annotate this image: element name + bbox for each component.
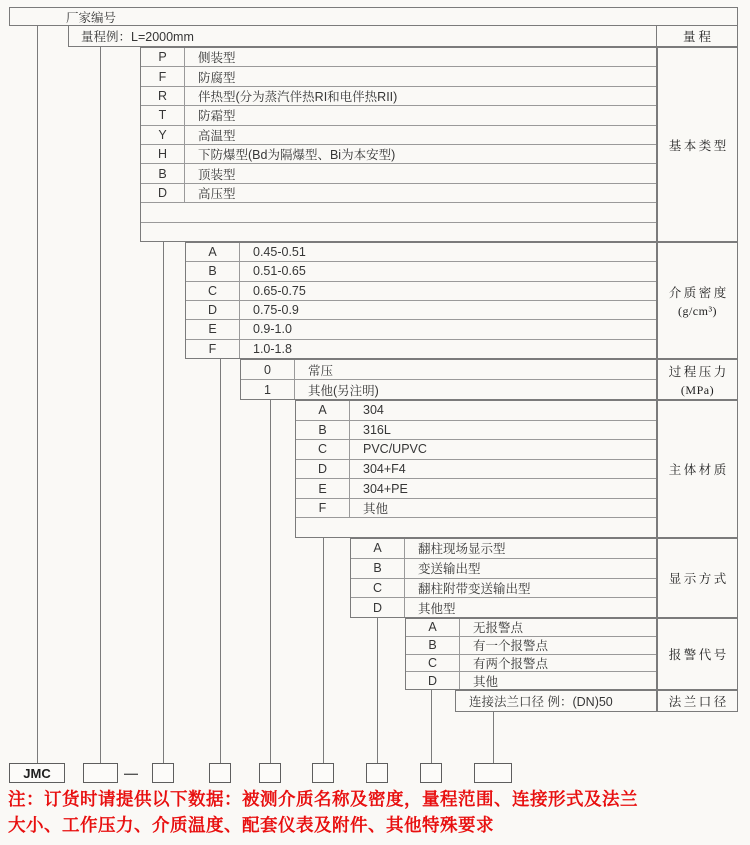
flange-label: 法兰口径	[668, 695, 729, 709]
label-body-material	[657, 400, 738, 538]
desc-cell: 有两个报警点	[473, 656, 549, 671]
connector-line-display	[377, 618, 378, 763]
desc-cell: 304+F4	[363, 462, 406, 477]
code-cell: B	[296, 421, 350, 440]
basic-row-empty	[141, 223, 656, 241]
desc-cell: 顶装型	[198, 167, 236, 182]
code-cell: 0	[241, 360, 295, 379]
desc-cell: 1.0-1.8	[253, 341, 292, 356]
label-medium-density	[657, 242, 738, 359]
material-row	[296, 421, 656, 441]
material-row	[296, 460, 656, 480]
material-row	[296, 479, 656, 499]
code-cell: A	[406, 619, 460, 636]
process-pressure-table	[240, 359, 657, 400]
desc-cell: 防霜型	[198, 109, 236, 124]
desc-cell: PVC/UPVC	[363, 442, 427, 457]
alarm-code-table	[405, 618, 657, 690]
display-row	[351, 598, 656, 617]
desc-cell: 0.9-1.0	[253, 322, 292, 337]
desc-cell: 0.75-0.9	[253, 303, 299, 318]
pressure-row	[241, 380, 656, 399]
connector-line-density	[220, 359, 221, 763]
model-code-box-flange	[474, 763, 512, 783]
density-row	[186, 282, 656, 301]
code-cell: D	[351, 598, 405, 617]
code-cell: T	[141, 106, 185, 124]
material-row	[296, 401, 656, 421]
alarm-row	[406, 619, 656, 637]
alarm-row	[406, 637, 656, 655]
code-cell: A	[296, 401, 350, 420]
code-cell: C	[296, 440, 350, 459]
code-cell: D	[296, 460, 350, 479]
code-cell: D	[186, 301, 240, 319]
display-row	[351, 539, 656, 559]
material-row	[296, 499, 656, 519]
basic-row	[141, 164, 656, 183]
model-prefix-box	[9, 763, 65, 783]
code-cell: C	[406, 655, 460, 672]
desc-cell: 伴热型(分为蒸汽伴热RI和电伴热RII)	[198, 90, 398, 105]
desc-cell: 316L	[363, 422, 391, 437]
code-cell: F	[141, 67, 185, 85]
desc-cell: 其他	[473, 674, 499, 689]
connector-line-basic	[163, 242, 164, 763]
model-code-box-pressure	[259, 763, 281, 783]
label-basic-type	[657, 47, 738, 242]
basic-row	[141, 126, 656, 145]
model-code-box-material	[312, 763, 334, 783]
code-cell: P	[141, 48, 185, 66]
model-code-box-basic	[152, 763, 174, 783]
order-note	[8, 786, 748, 838]
material-label: 主体材质	[668, 463, 729, 477]
desc-cell	[296, 518, 656, 537]
density-row	[186, 320, 656, 339]
code-cell: B	[406, 637, 460, 654]
code-cell: C	[186, 282, 240, 300]
basic-row	[141, 106, 656, 125]
basic-row	[141, 184, 656, 203]
code-cell: D	[406, 672, 460, 689]
basic-row-empty	[141, 203, 656, 222]
desc-cell: 防腐型	[198, 70, 236, 85]
basic-row	[141, 67, 656, 86]
desc-cell	[141, 223, 656, 241]
model-code-box-density	[209, 763, 231, 783]
body-material-table	[295, 400, 657, 538]
desc-cell: 翻柱附带变送输出型	[418, 581, 531, 596]
desc-cell: 304	[363, 403, 384, 418]
density-row	[186, 340, 656, 358]
desc-cell: 常压	[308, 363, 334, 378]
label-alarm-code	[657, 618, 738, 690]
display-label: 显示方式	[668, 572, 729, 586]
desc-cell: 变送输出型	[418, 562, 481, 577]
code-cell: C	[351, 579, 405, 598]
flange-size-row	[455, 690, 657, 712]
model-code-box-alarm	[420, 763, 442, 783]
code-cell: R	[141, 87, 185, 105]
desc-cell: 其他型	[418, 601, 456, 616]
model-code-box-display	[366, 763, 388, 783]
display-mode-table	[350, 538, 657, 618]
desc-cell: 其他	[363, 502, 389, 517]
label-process-pressure	[657, 359, 738, 400]
desc-cell: 连接法兰口径 例：(DN)50	[469, 695, 613, 709]
basic-type-label: 基本类型	[668, 138, 729, 153]
desc-cell: 下防爆型(Bd为隔爆型、Bi为本安型)	[198, 148, 396, 163]
desc-cell: 0.45-0.51	[253, 245, 306, 260]
range-example-text: 量程例：L=2000mm	[81, 30, 194, 44]
desc-cell: 304+PE	[363, 481, 408, 496]
desc-cell: 高压型	[198, 187, 236, 202]
desc-cell: 有一个报警点	[473, 639, 549, 654]
code-cell: Y	[141, 126, 185, 144]
connector-line-flange	[493, 712, 494, 763]
connector-line-range	[100, 47, 101, 763]
connector-line-material	[323, 538, 324, 763]
model-prefix: JMC	[23, 765, 51, 781]
range-example-box	[68, 25, 738, 47]
code-cell: B	[186, 262, 240, 280]
label-flange-size	[657, 690, 738, 712]
range-label: 量程	[682, 30, 714, 44]
density-label-line2: (g/cm³)	[677, 303, 718, 318]
pressure-label-line1: 过程压力	[668, 364, 729, 379]
desc-cell: 高温型	[198, 128, 236, 143]
code-cell: B	[351, 559, 405, 578]
material-row-empty	[296, 518, 656, 537]
code-cell: F	[186, 340, 240, 358]
desc-cell: 无报警点	[473, 621, 524, 636]
material-row	[296, 440, 656, 460]
code-cell: E	[186, 320, 240, 338]
density-row	[186, 243, 656, 262]
model-dash: —	[124, 765, 138, 781]
alarm-row	[406, 672, 656, 689]
display-row	[351, 559, 656, 579]
code-cell: 1	[241, 380, 295, 399]
code-cell: D	[141, 184, 185, 202]
code-cell: A	[186, 243, 240, 261]
code-cell: F	[296, 499, 350, 518]
code-cell: H	[141, 145, 185, 163]
order-note-line1: 注：订货时请提供以下数据：被测介质名称及密度，量程范围、连接形式及法兰	[8, 789, 638, 809]
code-cell: A	[351, 539, 405, 558]
desc-cell: 其他(另注明)	[308, 383, 379, 398]
desc-cell: 0.51-0.65	[253, 264, 306, 279]
label-display-mode	[657, 538, 738, 618]
flange-row	[456, 691, 656, 711]
connector-line-pressure	[270, 400, 271, 763]
pressure-row	[241, 360, 656, 380]
basic-row	[141, 87, 656, 106]
factory-number-label: 厂家编号	[66, 10, 117, 25]
pressure-label-line2: (MPa)	[680, 382, 715, 397]
desc-cell: 0.65-0.75	[253, 283, 306, 298]
desc-cell: 侧装型	[198, 51, 236, 66]
connector-line-factory	[37, 25, 38, 763]
alarm-label: 报警代号	[668, 648, 729, 662]
desc-cell	[141, 203, 656, 221]
model-code-box-range	[83, 763, 118, 783]
density-label-line1: 介质密度	[668, 285, 729, 300]
connector-line-alarm	[431, 690, 432, 763]
density-row	[186, 262, 656, 281]
medium-density-table	[185, 242, 657, 359]
desc-cell: 翻柱现场显示型	[418, 542, 506, 557]
order-note-line2: 大小、工作压力、介质温度、配套仪表及附件、其他特殊要求	[8, 815, 494, 835]
display-row	[351, 579, 656, 599]
density-row	[186, 301, 656, 320]
basic-row	[141, 145, 656, 164]
basic-row	[141, 48, 656, 67]
basic-type-table	[140, 47, 657, 242]
alarm-row	[406, 655, 656, 673]
code-cell: B	[141, 164, 185, 182]
factory-number-box	[9, 7, 738, 26]
range-label-cell	[656, 26, 737, 46]
code-cell: E	[296, 479, 350, 498]
